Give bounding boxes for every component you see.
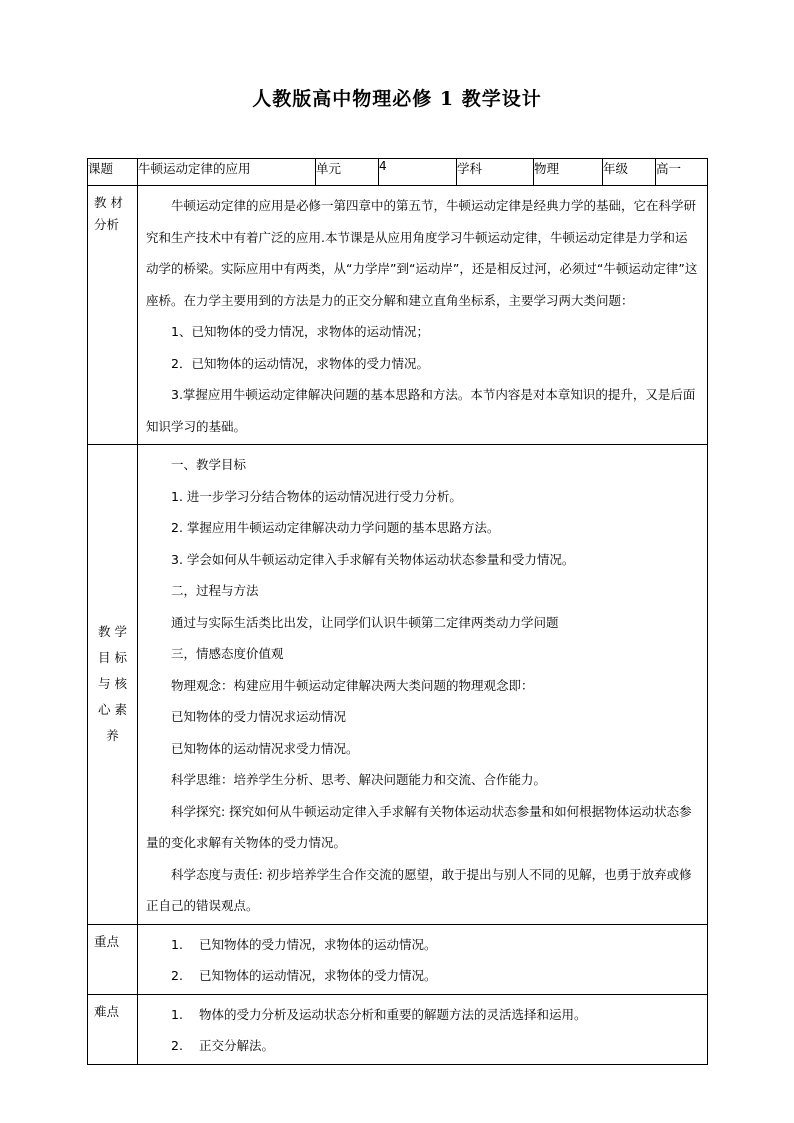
analysis-item-2: 2．已知物体的运动情况，求物体的受力情况。 [171,355,429,371]
unit-value: 4 [379,159,457,186]
difficulties-row [88,994,708,1064]
goals-heading-1: 一、教学目标 [171,457,247,472]
goals-row [88,445,708,925]
goal-item-2: 2. 掌握应用牛顿运动定律解决动力学问题的基本思路方法。 [171,520,500,535]
goals-heading-3: 三，情感态度价值观 [171,646,284,661]
difficulties-content [138,994,708,1064]
concept-item-b: 已知物体的运动情况求受力情况。 [171,740,359,756]
subject-label: 学科 [457,159,534,186]
concept-item-a: 已知物体的受力情况求运动情况 [171,709,347,724]
grade-value: 高一 [656,159,708,186]
scientific-inquiry-text: 科学探究: 探究如何从牛顿运动定律入手求解有关物体运动状态参量和如何根据物体运动状态参量的变化求解有关物体的受力情况。 [146,803,692,850]
analysis-item-1: 1、已知物体的受力情况，求物体的运动情况； [171,324,429,339]
keypoints-label: 重点 [88,924,138,994]
scientific-attitude-text: 科学态度与责任: 初步培养学生合作交流的愿望，敢于提出与别人不同的见解，也勇于放弃或修正自己的错误观点。 [146,866,692,913]
grade-label: 年级 [603,159,656,186]
process-method-text: 通过与实际生活类比出发，让同学们认识牛顿第二定律两类动力学问题 [171,614,559,630]
analysis-label: 教 材 分析 [88,186,138,445]
keypoints-content [138,924,708,994]
topic-label: 课题 [88,159,138,186]
difficulties-label: 难点 [88,994,138,1064]
header-row [88,159,708,186]
analysis-paragraph: 牛顿运动定律的应用是必修一第四章中的第五节，牛顿运动定律是经典力学的基础，它在科学研究和生产技术中有着广泛的应用.本节课是从应用角度学习牛顿运动定律，牛顿运动定律是力学和运动学的桥梁。实际应用中有两类，从“力学岸”到“运动岸”，还是相反过河，必须过“牛顿运动定律”这座桥。在力学主要用到的方法是力的正交分解和建立直角坐标系，主要学习两大类问题： [146,198,698,308]
difficulty-item-1: 1. 物体的受力分析及运动状态分析和重要的解题方法的灵活选择和运用。 [171,1006,587,1022]
keypoint-item-2: 2. 已知物体的运动情况，求物体的受力情况。 [171,968,437,983]
keypoint-item-1: 1. 已知物体的受力情况，求物体的运动情况。 [171,936,437,952]
goals-content [138,445,708,925]
physics-concept-text: 物理观念：构建应用牛顿运动定律解决两大类问题的物理观念即： [171,677,534,693]
document-title: 人教版高中物理必修 1 教学设计 [252,88,542,110]
analysis-item-3: 3.掌握应用牛顿运动定律解决问题的基本思路和方法。本节内容是对本章知识的提升，又是后面知识学习的基础。 [146,387,696,434]
difficulty-item-2: 2. 正交分解法。 [171,1038,275,1053]
unit-label: 单元 [316,159,379,186]
goal-item-1: 1. 进一步学习分结合物体的运动情况进行受力分析。 [171,488,462,504]
analysis-row [88,186,708,445]
goals-heading-2: 二，过程与方法 [171,583,259,598]
scientific-thinking-text: 科学思维：培养学生分析、思考、解决问题能力和交流、合作能力。 [171,772,547,787]
subject-value: 物理 [534,159,603,186]
keypoints-row [88,924,708,994]
lesson-plan-table [87,158,708,1065]
topic-value: 牛顿运动定律的应用 [138,159,316,186]
goals-label: 教 学 目 标 与 核 心 素 养 [88,445,138,925]
analysis-content [138,186,708,445]
goal-item-3: 3. 学会如何从牛顿运动定律入手求解有关物体运动状态参量和受力情况。 [171,551,575,567]
